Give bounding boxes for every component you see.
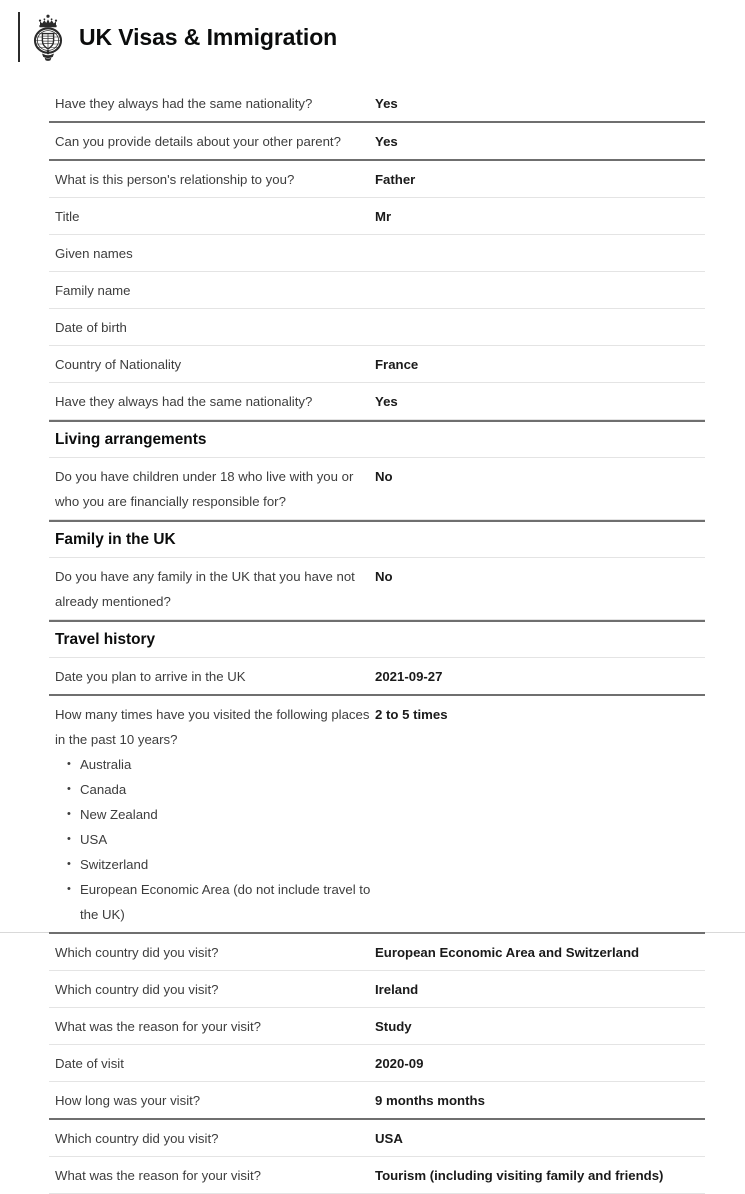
- section-header-row: [49, 520, 705, 558]
- answer-value: No: [375, 569, 393, 584]
- summary-row: [49, 458, 705, 520]
- answer-value: Father: [375, 172, 416, 187]
- question-label: Family name: [55, 283, 131, 298]
- section-title: Family in the UK: [55, 531, 176, 548]
- section-title: Travel history: [55, 631, 156, 648]
- answer-value: Ireland: [375, 982, 419, 997]
- answer-value: No: [375, 469, 393, 484]
- question-label: Title: [55, 209, 80, 224]
- section-header-row: [49, 420, 705, 458]
- page-title: UK Visas & Immigration: [79, 23, 338, 50]
- summary-row: [49, 383, 705, 420]
- question-label: Date you plan to arrive in the UK: [55, 669, 246, 684]
- answer-value: 2020-09: [375, 1056, 424, 1071]
- summary-row: [49, 1008, 705, 1045]
- answer-value: USA: [375, 1131, 403, 1146]
- summary-row: [49, 658, 705, 696]
- royal-crest-icon: [29, 13, 67, 61]
- summary-row: [49, 696, 705, 934]
- answer-value: 2021-09-27: [375, 669, 443, 684]
- question-label: What is this person's relationship to you?: [55, 172, 295, 187]
- answer-value: Tourism (including visiting family and friends): [375, 1168, 664, 1183]
- summary-row: [49, 1120, 705, 1157]
- bullet-item: • Switzerland: [67, 852, 375, 877]
- bullet-item: • European Economic Area (do not include travel to the UK): [67, 877, 375, 927]
- answer-value: Mr: [375, 209, 392, 224]
- summary-row: [49, 346, 705, 383]
- answer-value: Study: [375, 1019, 412, 1034]
- summary-row: [49, 971, 705, 1008]
- bullet-item: • Australia: [67, 752, 375, 777]
- question-block: [55, 702, 375, 927]
- answer-value: France: [375, 357, 419, 372]
- question-label: Can you provide details about your other parent?: [55, 134, 341, 149]
- bullet-item: • New Zealand: [67, 802, 375, 827]
- summary-row: [49, 161, 705, 198]
- question-label: Which country did you visit?: [55, 1131, 219, 1146]
- summary-row: [49, 1045, 705, 1082]
- question-label: Do you have children under 18 who live with you or who you are financially responsible for?: [55, 469, 354, 509]
- crest-container: [18, 12, 67, 62]
- answer-value: Yes: [375, 134, 398, 149]
- question-label: Country of Nationality: [55, 357, 182, 372]
- question-label: Given names: [55, 246, 133, 261]
- answer-value: 2 to 5 times: [375, 707, 448, 722]
- question-label: Date of visit: [55, 1056, 124, 1071]
- summary-row: [49, 1082, 705, 1120]
- question-label: Have they always had the same nationality?: [55, 96, 313, 111]
- summary-row: [49, 558, 705, 620]
- answer-value: European Economic Area and Switzerland: [375, 945, 640, 960]
- summary-row: [49, 272, 705, 309]
- summary-row: [49, 123, 705, 161]
- summary-row: [49, 85, 705, 123]
- answer-value: 9 months months: [375, 1093, 485, 1108]
- document-header: [0, 0, 745, 64]
- summary-table: [49, 85, 705, 1194]
- question-label: How many times have you visited the following places in the past 10 years?: [55, 707, 370, 747]
- question-label: Date of birth: [55, 320, 127, 335]
- bullet-item: • USA: [67, 827, 375, 852]
- bullet-item: • Canada: [67, 777, 375, 802]
- answer-value: Yes: [375, 96, 398, 111]
- summary-row: [49, 1157, 705, 1194]
- section-title: Living arrangements: [55, 431, 207, 448]
- question-label: What was the reason for your visit?: [55, 1019, 261, 1034]
- question-label: Which country did you visit?: [55, 982, 219, 997]
- question-label: What was the reason for your visit?: [55, 1168, 261, 1183]
- question-bullet-list: [55, 752, 375, 927]
- question-label: Do you have any family in the UK that you have not already mentioned?: [55, 569, 355, 609]
- question-label: How long was your visit?: [55, 1093, 201, 1108]
- section-header-row: [49, 620, 705, 658]
- question-label: Have they always had the same nationality?: [55, 394, 313, 409]
- summary-row: [49, 198, 705, 235]
- summary-row: [49, 934, 705, 971]
- summary-row: [49, 309, 705, 346]
- answer-value: Yes: [375, 394, 398, 409]
- question-label: Which country did you visit?: [55, 945, 219, 960]
- summary-row: [49, 235, 705, 272]
